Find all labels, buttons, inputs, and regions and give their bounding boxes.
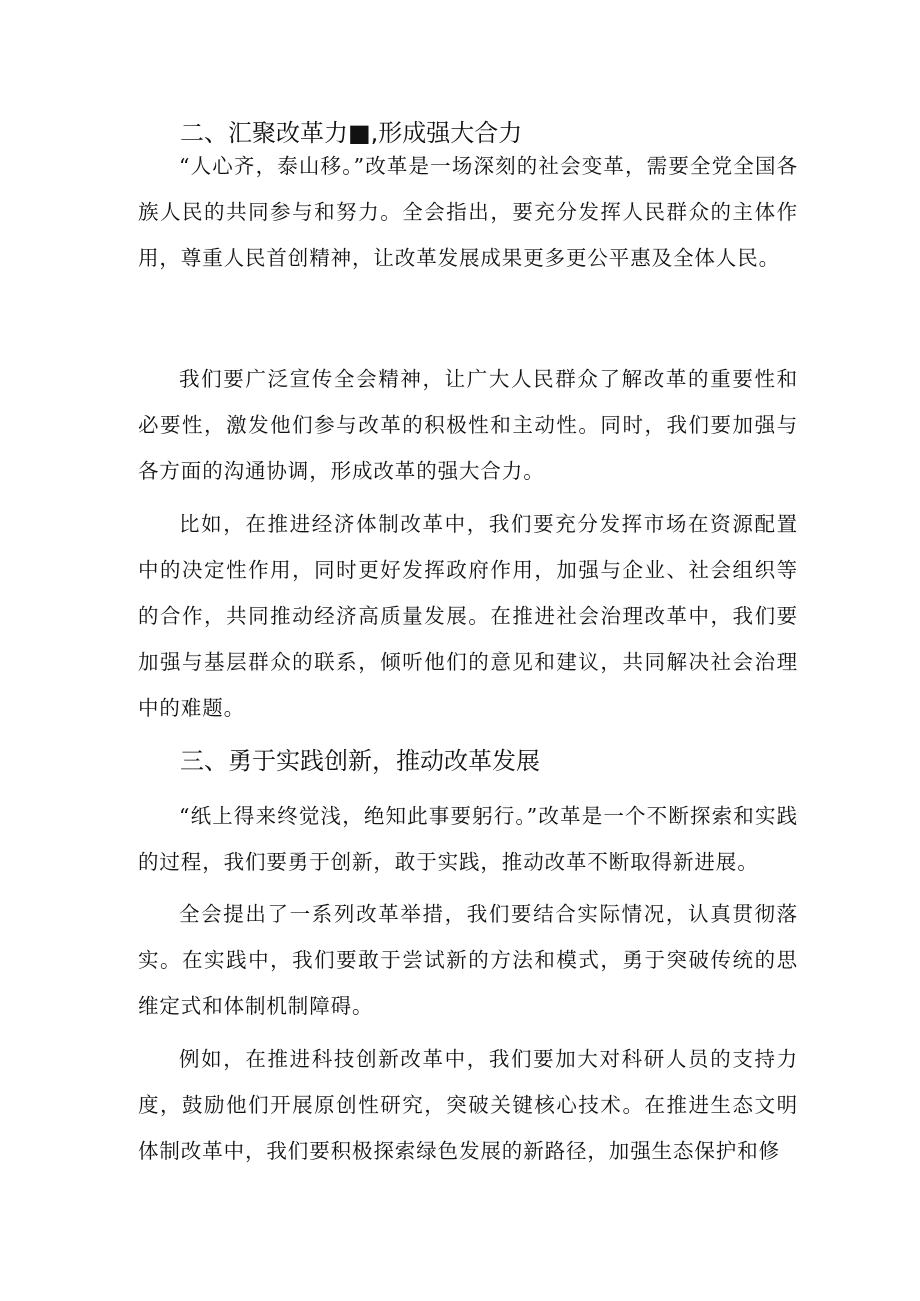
section-heading-3: 三、勇于实践创新，推动改革发展 [180, 747, 540, 775]
paragraph-2-2: 我们要广泛宣传全会精神，让广大人民群众了解改革的重要性和必要性，激发他们参与改革的积极性和主动性。同时，我们要加强与各方面的沟通协调，形成改革的强大合力。 [138, 367, 798, 483]
paragraph-3-3: 例如，在推进科技创新改革中，我们要加大对科研人员的支持力度，鼓励他们开展原创性研究，突破关键核心技术。在推进生态文明体制改革中，我们要积极探索绿色发展的新路径，加强生态保护和修 [138, 1047, 798, 1163]
paragraph-2-1: “人心齐，泰山移。”改革是一场深刻的社会变革，需要全党全国各族人民的共同参与和努力。全会指出，要充分发挥人民群众的主体作用，尊重人民首创精神，让改革发展成果更多更公平惠及全体人民。 [138, 154, 798, 270]
paragraph-2-3: 比如，在推进经济体制改革中，我们要充分发挥市场在资源配置中的决定性作用，同时更好发挥政府作用，加强与企业、社会组织等的合作，共同推动经济高质量发展。在推进社会治理改革中，我们要加强与基层群众的联系，倾听他们的意见和建议，共同解决社会治理中的难题。 [138, 512, 798, 720]
paragraph-3-1: “纸上得来终觉浅，绝知此事要躬行。”改革是一个不断探索和实践的过程，我们要勇于创新，敢于实践，推动改革不断取得新进展。 [138, 804, 798, 874]
section-heading-2: 二、汇聚改革力■,形成强大合力 [180, 119, 523, 147]
paragraph-3-2: 全会提出了一系列改革举措，我们要结合实际情况，认真贯彻落实。在实践中，我们要敢于尝试新的方法和模式，勇于突破传统的思维定式和体制机制障碍。 [138, 902, 798, 1018]
